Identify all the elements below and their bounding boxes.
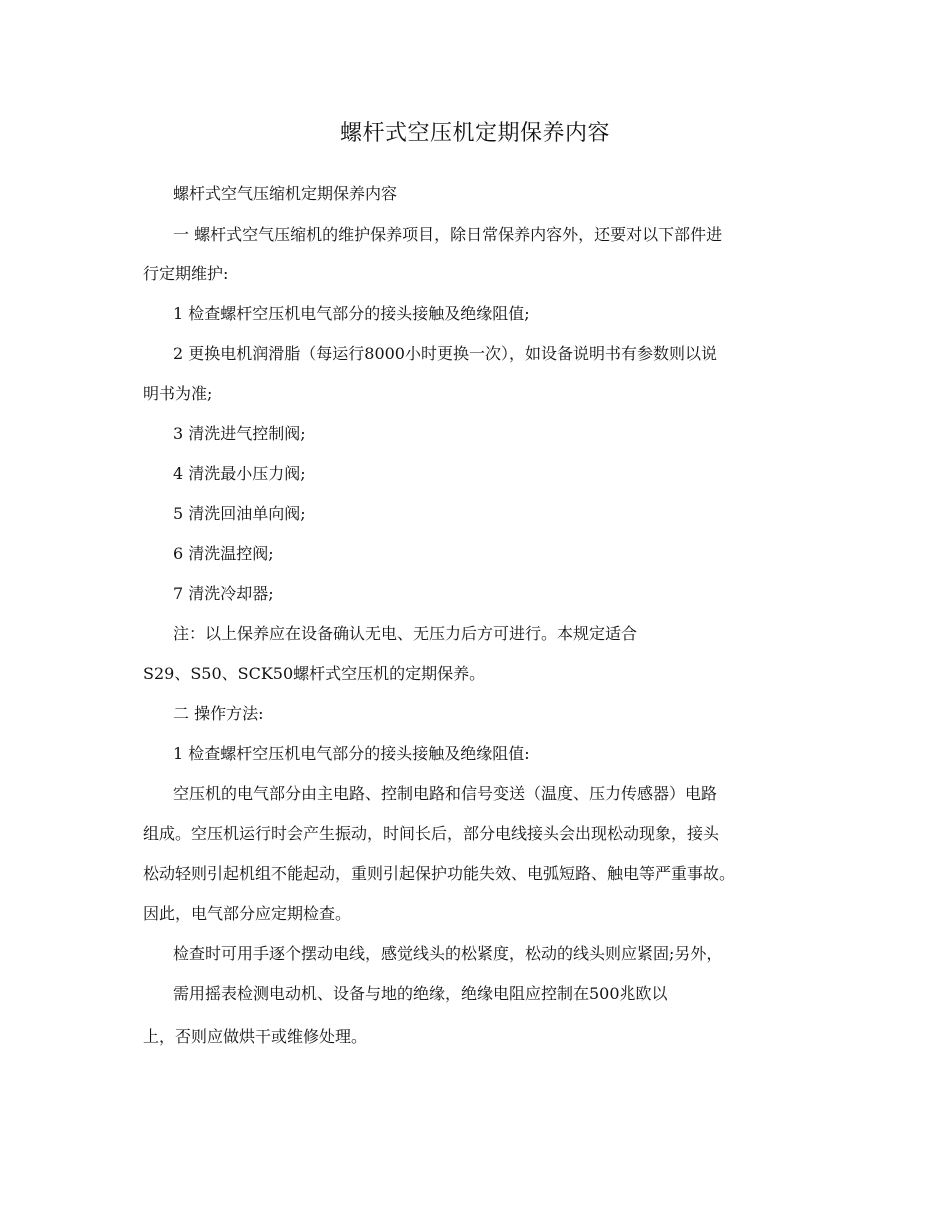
paragraph-line: 因此，电气部分应定期检查。 — [143, 904, 352, 923]
paragraph-line: 上，否则应做烘干或维修处理。 — [143, 1027, 368, 1046]
paragraph-line: 一 螺杆式空气压缩机的维护保养项目，除日常保养内容外，还要对以下部件进 — [173, 225, 723, 244]
paragraph-line: 松动轻则引起机组不能起动，重则引起保护功能失效、电弧短路、触电等严重事故。 — [143, 864, 736, 883]
list-item: 1 检查螺杆空压机电气部分的接头接触及绝缘阻值; — [173, 304, 530, 323]
list-item: 5 清洗回油单向阀; — [173, 504, 306, 523]
paragraph-line: 行定期维护: — [143, 264, 229, 283]
subtitle-line: 螺杆式空气压缩机定期保养内容 — [173, 184, 398, 203]
list-item-continued: 明书为准; — [143, 384, 213, 403]
paragraph-line: 需用摇表检测电动机、设备与地的绝缘，绝缘电阻应控制在500兆欧以 — [173, 984, 668, 1003]
paragraph-line: 检查时可用手逐个摆动电线，感觉线头的松紧度，松动的线头则应紧固;另外， — [173, 944, 723, 963]
list-item: 1 检查螺杆空压机电气部分的接头接触及绝缘阻值: — [173, 744, 530, 763]
list-item: 6 清洗温控阀; — [173, 544, 274, 563]
list-item: 7 清洗冷却器; — [173, 584, 274, 603]
list-item: 4 清洗最小压力阀; — [173, 464, 306, 483]
list-item: 3 清洗进气控制阀; — [173, 424, 306, 443]
paragraph-line: 空压机的电气部分由主电路、控制电路和信号变送（温度、压力传感器）电路 — [173, 784, 718, 803]
paragraph-line: 组成。空压机运行时会产生振动，时间长后，部分电线接头会出现松动现象，接头 — [143, 824, 720, 843]
page-title: 螺杆式空压机定期保养内容 — [339, 121, 610, 146]
section-heading: 二 操作方法: — [173, 704, 264, 723]
note-line: 注：以上保养应在设备确认无电、无压力后方可进行。本规定适合 — [173, 624, 638, 643]
list-item: 2 更换电机润滑脂（每运行8000小时更换一次），如设备说明书有参数则以说 — [173, 344, 717, 363]
note-line-continued: S29、S50、SCK50螺杆式空压机的定期保养。 — [143, 664, 486, 683]
